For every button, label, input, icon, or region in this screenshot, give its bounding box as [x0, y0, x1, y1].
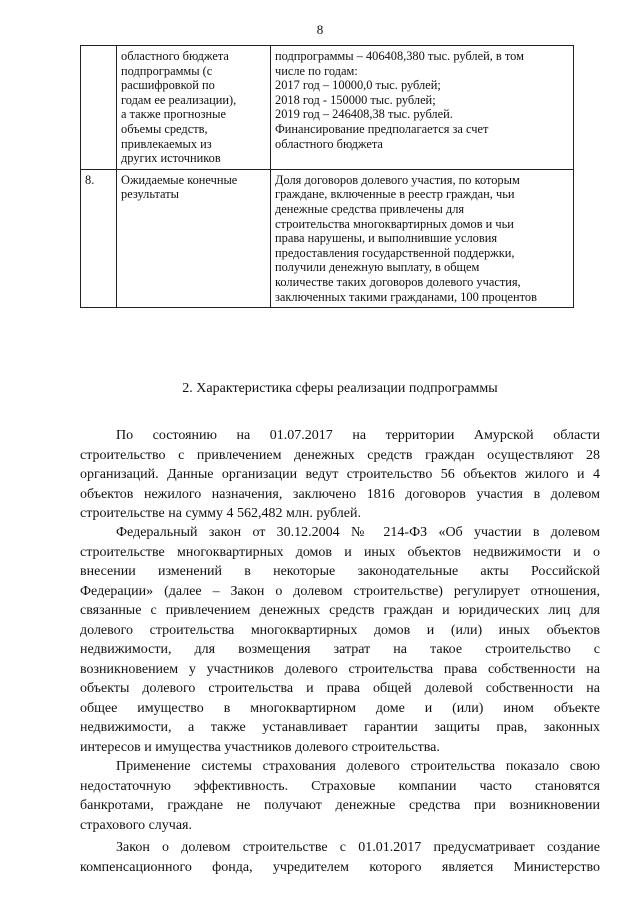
cell-line: денежные средства привлечены для	[275, 201, 465, 216]
paragraph	[80, 523, 600, 757]
cell-line: граждане, включенные в реестр граждан, чьи	[275, 187, 515, 202]
text-line: недвижимости, для возмещения затрат на такое строительство с	[80, 642, 600, 657]
text-line: общее имущество в многоквартирном доме и (или) ином объекте	[80, 700, 600, 716]
page-number: 8	[316, 22, 324, 37]
row-name-cell	[117, 46, 271, 170]
cell-line: годам ее реализации),	[121, 92, 237, 107]
text-line: возникновением у участников долевого строительства права собственности на	[80, 661, 600, 677]
cell-line: предоставления государственной поддержки,	[275, 245, 515, 260]
cell-line: расшифровкой по	[121, 78, 215, 93]
text-line: интересов и имущества участников долевого строительства.	[80, 739, 440, 755]
text-line: внесении изменений в некоторые законодательные акты Российской	[80, 564, 600, 579]
text-line: По состоянию на 01.07.2017 на территории Амурской области	[116, 428, 600, 443]
paragraph	[80, 426, 600, 524]
cell-line: других источников	[121, 151, 221, 166]
table-row	[81, 169, 574, 307]
cell-line: областного бюджета	[121, 49, 229, 63]
text-line: объектов нежилого назначения, заключено 1816 договоров участия в долевом	[80, 486, 600, 502]
cell-line: числе по годам:	[275, 63, 358, 78]
row-number-cell	[81, 46, 117, 170]
text-line: Применение системы страхования долевого строительства показало свою	[116, 759, 600, 774]
cell-line: количестве таких договоров долевого участия,	[275, 274, 521, 289]
text-line: недвижимости, а также устанавливает гарантии защиты прав, законных	[80, 720, 600, 735]
text-line: строительстве многоквартирных домов и иных объектов недвижимости и о	[80, 544, 600, 560]
cell-line: 2017 год – 10000,0 тыс. рублей;	[275, 78, 441, 93]
text-line: Федерации» (далее – Закон о долевом строительстве) регулирует отношения,	[80, 583, 600, 599]
cell-line: результаты	[121, 187, 179, 202]
row-name-cell	[117, 169, 271, 307]
cell-line: 2019 год – 246408,38 тыс. рублей.	[275, 107, 453, 122]
text-line: строительстве на сумму 4 562,482 млн. рублей.	[80, 506, 361, 521]
paragraph	[80, 757, 600, 835]
cell-line: получили денежную выплату, в общем	[275, 260, 480, 275]
program-passport-table	[80, 45, 574, 308]
text-line: Закон о долевом строительстве с 01.01.2017 предусматривает создание	[116, 840, 600, 855]
text-line: строительство с привлечением денежных средств граждан осуществляют 28	[80, 447, 600, 463]
text-line: страхового случая.	[80, 817, 192, 833]
text-line: Федеральный закон от 30.12.2004 № 214-ФЗ «Об участии в долевом	[116, 525, 600, 540]
row-value-cell	[271, 46, 574, 170]
text-line: долевого строительства многоквартирных домов и (или) иных объектов	[80, 622, 600, 638]
row-number-cell: 8.	[81, 169, 117, 307]
cell-line: Доля договоров долевого участия, по которым	[275, 172, 520, 187]
text-line: банкротами, граждане не получают денежные средства при возникновении	[80, 798, 600, 813]
cell-line: заключенных такими гражданами, 100 процентов	[275, 289, 537, 304]
cell-line: Финансирование предполагается за счет	[275, 121, 489, 136]
cell-line: подпрограммы – 406408,380 тыс. рублей, в том	[275, 49, 524, 63]
section-heading: 2. Характеристика сферы реализации подпрограммы	[182, 381, 498, 396]
cell-line: объемы средств,	[121, 121, 208, 136]
cell-line: 2018 год - 150000 тыс. рублей;	[275, 92, 436, 107]
cell-line: права нарушены, и выполнившие условия	[275, 231, 498, 246]
text-line: объекты долевого строительства и права общей долевой собственности на	[80, 681, 600, 696]
text-line: компенсационного фонда, учредителем которого является Министерство	[80, 859, 600, 875]
row-value-cell	[271, 169, 574, 307]
text-line: организаций. Данные организации ведут строительство 56 объектов жилого и 4	[80, 467, 600, 482]
cell-line: а также прогнозные	[121, 107, 226, 122]
table-row	[81, 46, 574, 170]
cell-line: привлекаемых из	[121, 136, 212, 151]
cell-line: областного бюджета	[275, 136, 383, 151]
cell-line: Ожидаемые конечные	[121, 172, 238, 187]
text-line: связанные с привлечением денежных средств граждан и юридических лиц для	[80, 603, 600, 618]
cell-line: подпрограммы (с	[121, 63, 213, 78]
paragraph	[80, 838, 600, 877]
text-line: недостаточную эффективность. Страховые компании часто становятся	[80, 778, 600, 794]
cell-line: строительства многоквартирных домов и чьи	[275, 216, 514, 231]
